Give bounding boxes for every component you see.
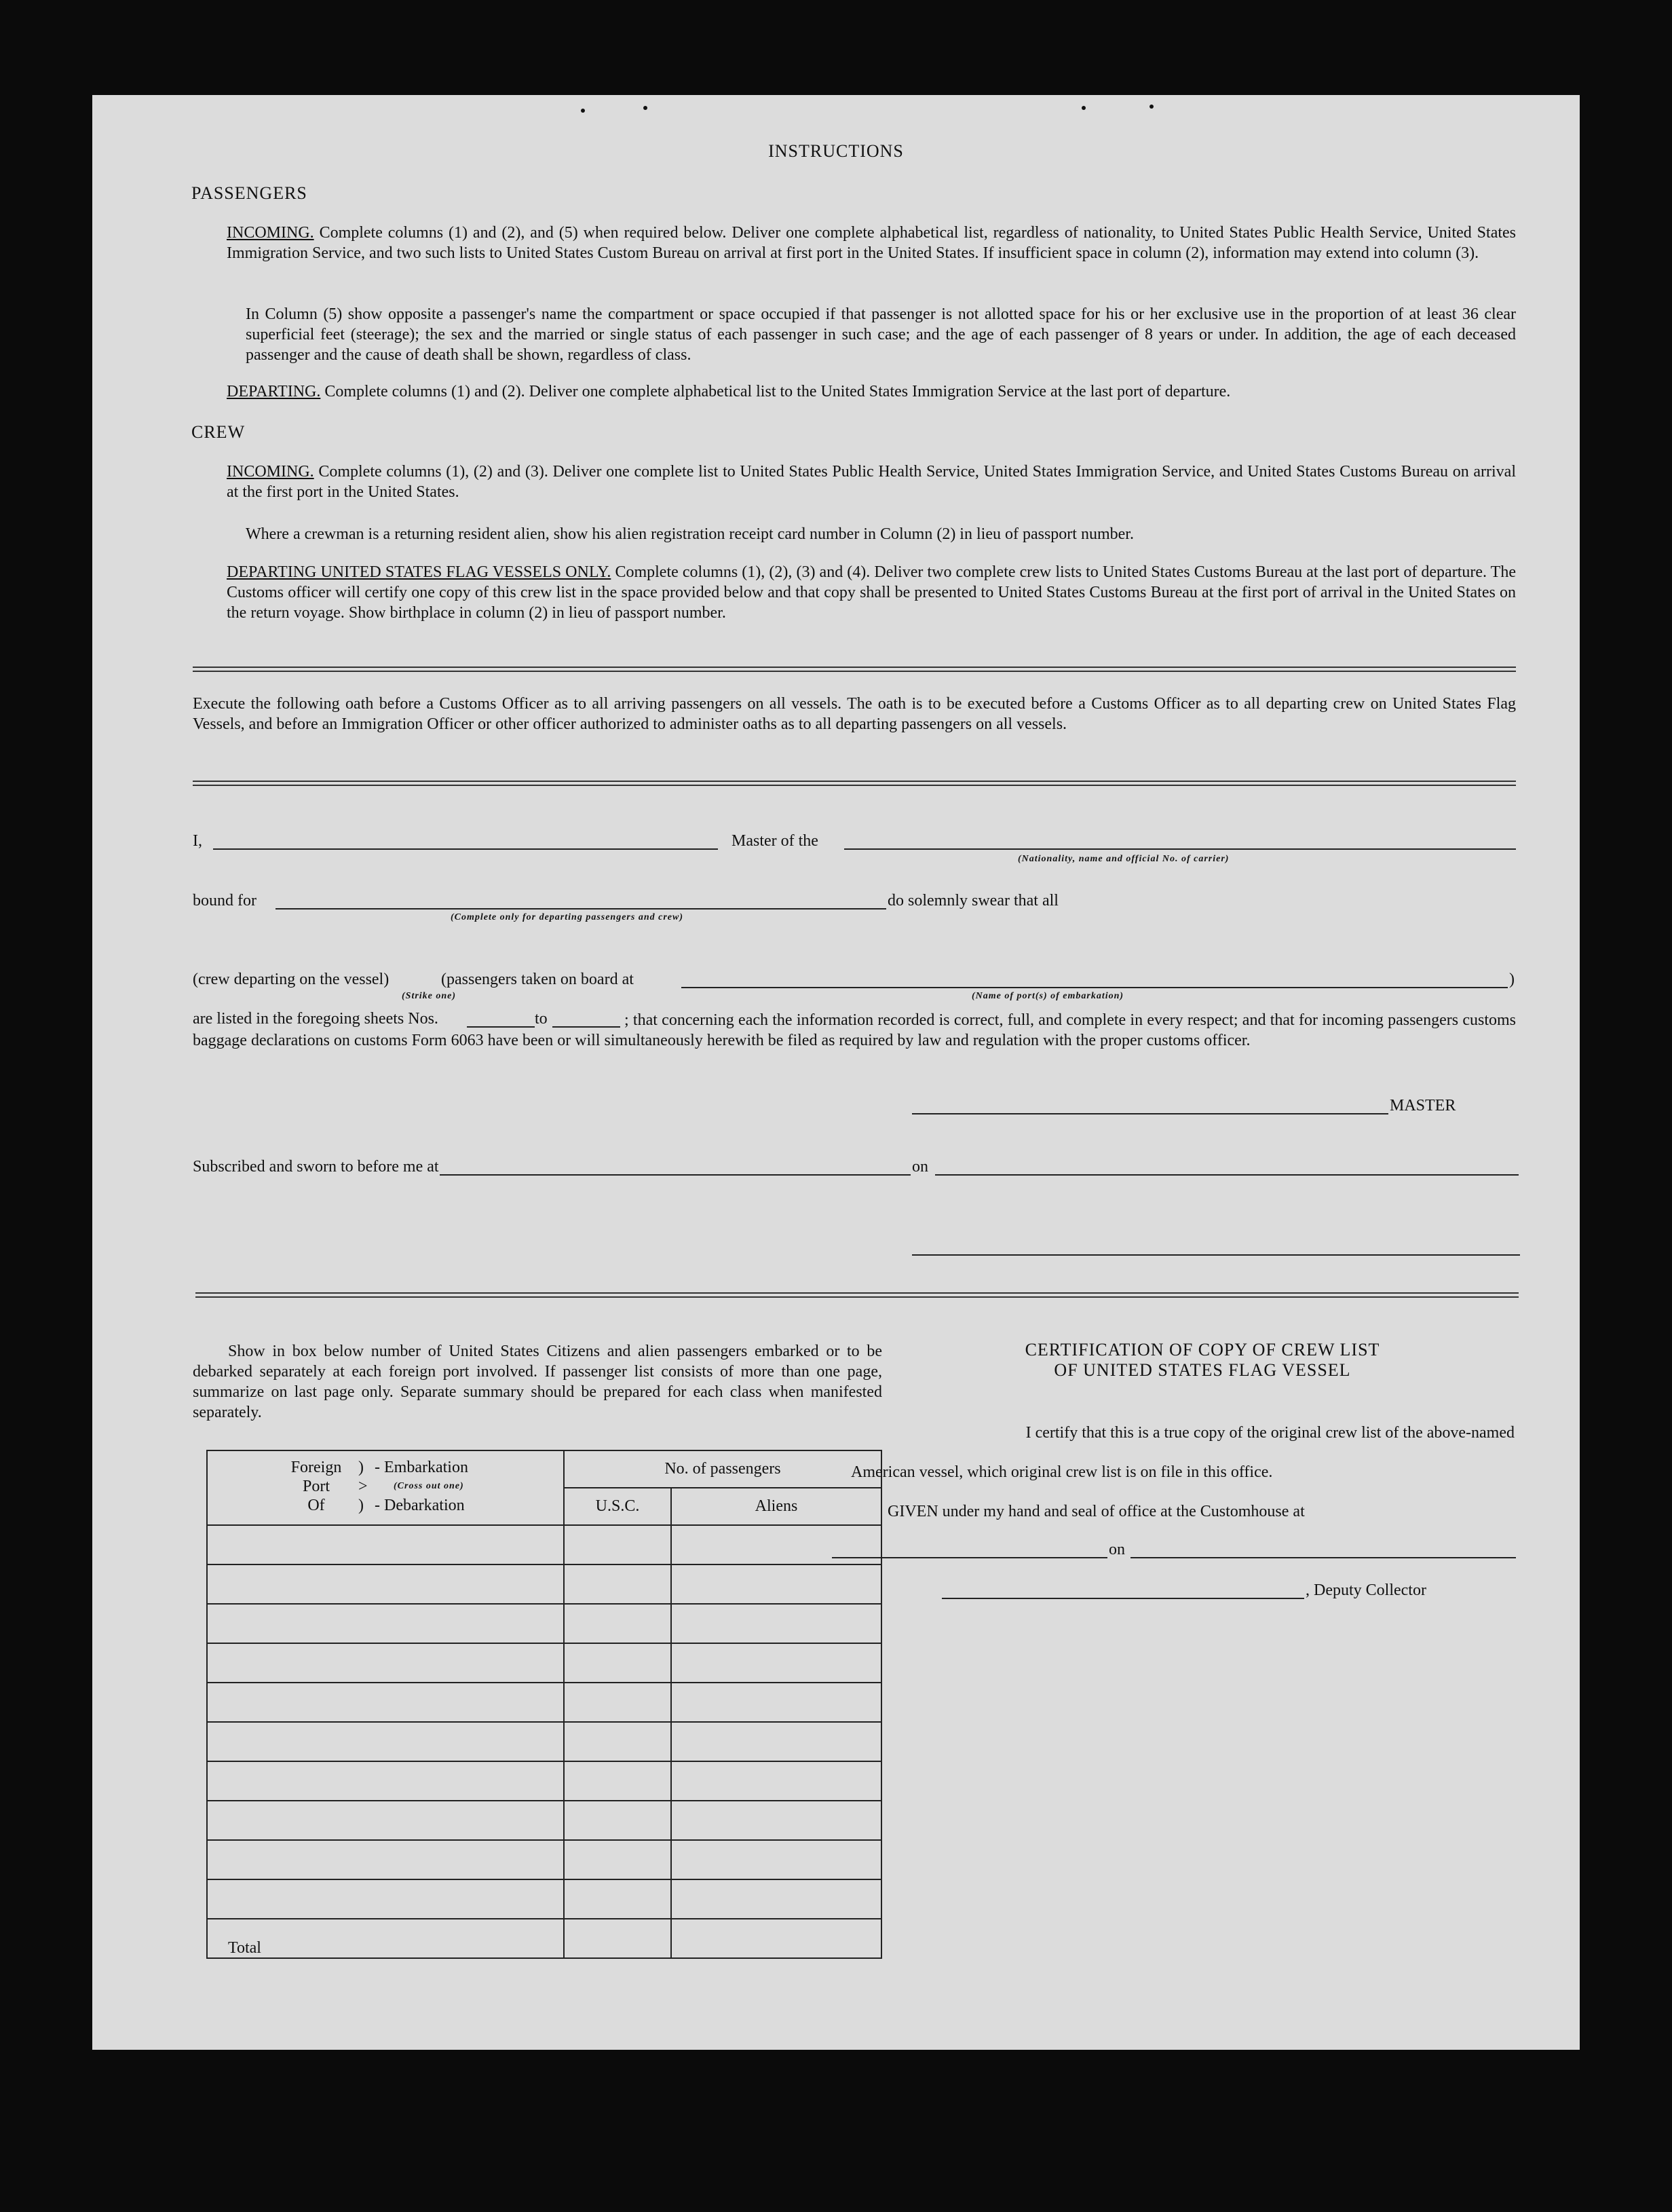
brace-glyph: ) > ) (358, 1459, 368, 1514)
table-row (207, 1604, 881, 1643)
column5-paragraph: In Column (5) show opposite a passenger's name the compartment or space occupied if that passenger is not allotted space for his or her exclusive use in the proportion of at least 36 clear superficial feet (steerage); the sex and the married or single status of each passenger in such case; and the age of each passenger of 8 years or under. In addition, the age of each deceased passenger and the cause of death shall be shown, regardless of class. (246, 305, 1516, 364)
master-of-the-label: Master of the (732, 832, 818, 850)
bound-for-note: (Complete only for departing passengers and crew) (451, 912, 683, 922)
port-cell[interactable] (207, 1643, 564, 1683)
table-row (207, 1722, 881, 1761)
on-label: on (912, 1158, 928, 1176)
to-label: to (535, 1010, 548, 1028)
certification-title-2: OF UNITED STATES FLAG VESSEL (1054, 1360, 1351, 1380)
debarkation-option[interactable]: - Debarkation (375, 1497, 465, 1514)
subscribed-label: Subscribed and sworn to before me at (193, 1158, 439, 1176)
aliens-cell[interactable] (671, 1683, 881, 1722)
i-label: I, (193, 832, 202, 850)
resident-alien-paragraph: Where a crewman is a returning resident alien, show his alien registration receipt card number in Column (2) in lieu of passport number. (246, 525, 1134, 543)
port-label: Port (302, 1478, 330, 1495)
deputy-collector-label: , Deputy Collector (1306, 1581, 1426, 1599)
no-of-passengers-header: No. of passengers (564, 1450, 881, 1488)
foreign-port-of (276, 1458, 357, 1515)
usc-cell[interactable] (564, 1801, 671, 1840)
crew-heading: CREW (191, 422, 246, 442)
usc-cell[interactable] (564, 1525, 671, 1564)
aliens-cell[interactable] (671, 1564, 881, 1604)
punch-mark (1150, 105, 1154, 109)
port-cell[interactable] (207, 1564, 564, 1604)
aliens-cell[interactable] (671, 1801, 881, 1840)
bound-for-label: bound for (193, 892, 256, 910)
table-row (207, 1879, 881, 1919)
embarkation-options (375, 1458, 468, 1515)
divider (193, 671, 1516, 672)
crew-departing-paragraph (227, 562, 1516, 623)
passengers-taken-option: (passengers taken on board at (441, 971, 634, 988)
oath-intro: Execute the following oath before a Customs Officer as to all arriving passengers on all vessels. The oath is to be executed before a Customs Officer as to all departing crew on United States Flag Vessels, and before an Immigration Officer or other officer authorized to administer oaths as to all departing passengers on all vessels. (193, 695, 1516, 733)
of-label: Of (307, 1497, 325, 1514)
master-label: MASTER (1390, 1097, 1456, 1114)
bound-for-field[interactable] (276, 908, 886, 910)
embarkation-option[interactable]: - Embarkation (375, 1459, 468, 1476)
certify-line-2: American vessel, which original crew list is on file in this office. (851, 1463, 1273, 1481)
aliens-cell[interactable] (671, 1604, 881, 1643)
port-cell[interactable] (207, 1840, 564, 1879)
usc-cell[interactable] (564, 1683, 671, 1722)
table-row (207, 1683, 881, 1722)
divider (195, 1296, 1519, 1298)
cross-out-note: (Cross out one) (394, 1481, 464, 1491)
instructions-title: INSTRUCTIONS (768, 141, 904, 161)
divider (193, 785, 1516, 786)
aliens-header: Aliens (671, 1488, 881, 1525)
swear-text: do solemnly swear that all (888, 892, 1059, 910)
table-row (207, 1564, 881, 1604)
master-name-field[interactable] (213, 848, 718, 850)
usc-cell[interactable] (564, 1604, 671, 1643)
divider (193, 667, 1516, 668)
aliens-cell[interactable] (671, 1879, 881, 1919)
table-row (207, 1840, 881, 1879)
subscribed-place-field[interactable] (440, 1174, 911, 1176)
punch-mark (1082, 106, 1086, 110)
table-row (207, 1801, 881, 1840)
total-aliens-cell[interactable] (671, 1919, 881, 1958)
embarkation-port-field[interactable] (681, 987, 1508, 988)
port-header-cell (207, 1450, 564, 1525)
aliens-cell[interactable] (671, 1840, 881, 1879)
carrier-field[interactable] (844, 848, 1516, 850)
deputy-signature-field[interactable] (942, 1598, 1304, 1599)
aliens-cell[interactable] (671, 1722, 881, 1761)
port-cell[interactable] (207, 1525, 564, 1564)
usc-header: U.S.C. (564, 1488, 671, 1525)
subscribed-date-field[interactable] (935, 1174, 1519, 1176)
crew-incoming-text: Complete columns (1), (2) and (3). Deliver one complete list to United States Public Health Service, United States Immigration Service, and United States Customs Bureau on arrival at the first port in the United States. (227, 463, 1516, 501)
usc-cell[interactable] (564, 1643, 671, 1683)
port-cell[interactable] (207, 1761, 564, 1801)
punch-mark (581, 109, 585, 113)
crew-departing-text: Complete columns (1), (2), (3) and (4). Deliver two complete crew lists to United States Customs Bureau at the last port of departure. The Customs officer will certify one copy of this crew list in the space provided below and that copy shall be presented to United States Customs Bureau at the first port of arrival in the United States on the return voyage. Show birthplace in column (2) in lieu of passport number. (227, 563, 1516, 622)
table-row (207, 1525, 881, 1564)
usc-cell[interactable] (564, 1722, 671, 1761)
crew-incoming-paragraph (227, 462, 1516, 502)
crew-departing-label: DEPARTING UNITED STATES FLAG VESSELS ONLY. (227, 563, 611, 581)
certification-title-1: CERTIFICATION OF COPY OF CREW LIST (1025, 1340, 1380, 1360)
usc-cell[interactable] (564, 1761, 671, 1801)
total-usc-cell[interactable] (564, 1919, 671, 1958)
usc-cell[interactable] (564, 1840, 671, 1879)
port-cell[interactable] (207, 1683, 564, 1722)
port-note: (Name of port(s) of embarkation) (972, 991, 1124, 1001)
port-cell[interactable] (207, 1801, 564, 1840)
officer-signature-field[interactable] (912, 1254, 1520, 1256)
ports-summary-table (206, 1450, 882, 1959)
passengers-heading: PASSENGERS (191, 183, 307, 203)
summary-text: Show in box below number of United States Citizens and alien passengers embarked or to be debarked separately at each foreign port involved. If passenger list consists of more than one page, summarize on last page only. Separate summary should be prepared for each class when manifested separately. (193, 1343, 882, 1421)
punch-mark (643, 106, 647, 110)
cert-on-label: on (1109, 1541, 1125, 1558)
aliens-cell[interactable] (671, 1525, 881, 1564)
divider (193, 781, 1516, 782)
certify-line-1: I certify that this is a true copy of the original crew list of the above-named (1025, 1424, 1515, 1442)
form-page (92, 95, 1580, 2050)
customhouse-place-field[interactable] (832, 1557, 1107, 1558)
foreign-label: Foreign (290, 1459, 342, 1476)
total-label: Total (207, 1919, 564, 1958)
close-paren: ) (1509, 971, 1515, 988)
table-row (207, 1761, 881, 1801)
usc-cell[interactable] (564, 1564, 671, 1604)
passengers-departing-paragraph (227, 381, 1516, 402)
divider (195, 1292, 1519, 1294)
passengers-incoming-text: Complete columns (1) and (2), and (5) when required below. Deliver one complete alphabetical list, regardless of nationality, to United States Public Health Service, United States Immigration Service, and two such lists to United States Custom Bureau on arrival at first port in the United States. If insufficient space in column (2), information may extend into column (3). (227, 224, 1517, 262)
passengers-departing-label: DEPARTING. (227, 383, 321, 400)
listed-prefix: are listed in the foregoing sheets Nos. (193, 1010, 438, 1028)
port-cell[interactable] (207, 1879, 564, 1919)
port-cell[interactable] (207, 1604, 564, 1643)
passengers-departing-text: Complete columns (1) and (2). Deliver one complete alphabetical list to the United States Immigration Service at the last port of departure. (324, 383, 1231, 400)
aliens-cell[interactable] (671, 1761, 881, 1801)
nationality-note: (Nationality, name and official No. of carrier) (1018, 854, 1230, 864)
table-row (207, 1643, 881, 1683)
aliens-cell[interactable] (671, 1643, 881, 1683)
listed-rest: ; that concerning each the information recorded is correct, full, and complete in every respect; and that for incoming passengers customs baggage declarations on customs Form 6063 have been or will simultaneously herewith be filed as required by law and regulation with the proper customs officer. (193, 1011, 1516, 1049)
strike-one-note: (Strike one) (402, 991, 457, 1001)
crew-incoming-label: INCOMING. (227, 463, 314, 481)
master-signature-field[interactable] (912, 1113, 1388, 1114)
usc-cell[interactable] (564, 1879, 671, 1919)
passengers-incoming-label: INCOMING. (227, 224, 314, 242)
certify-line-3: GIVEN under my hand and seal of office at the Customhouse at (888, 1503, 1305, 1520)
port-cell[interactable] (207, 1722, 564, 1761)
passengers-incoming-paragraph (227, 223, 1516, 263)
crew-departing-option: (crew departing on the vessel) (193, 971, 390, 988)
customhouse-date-field[interactable] (1130, 1557, 1516, 1558)
